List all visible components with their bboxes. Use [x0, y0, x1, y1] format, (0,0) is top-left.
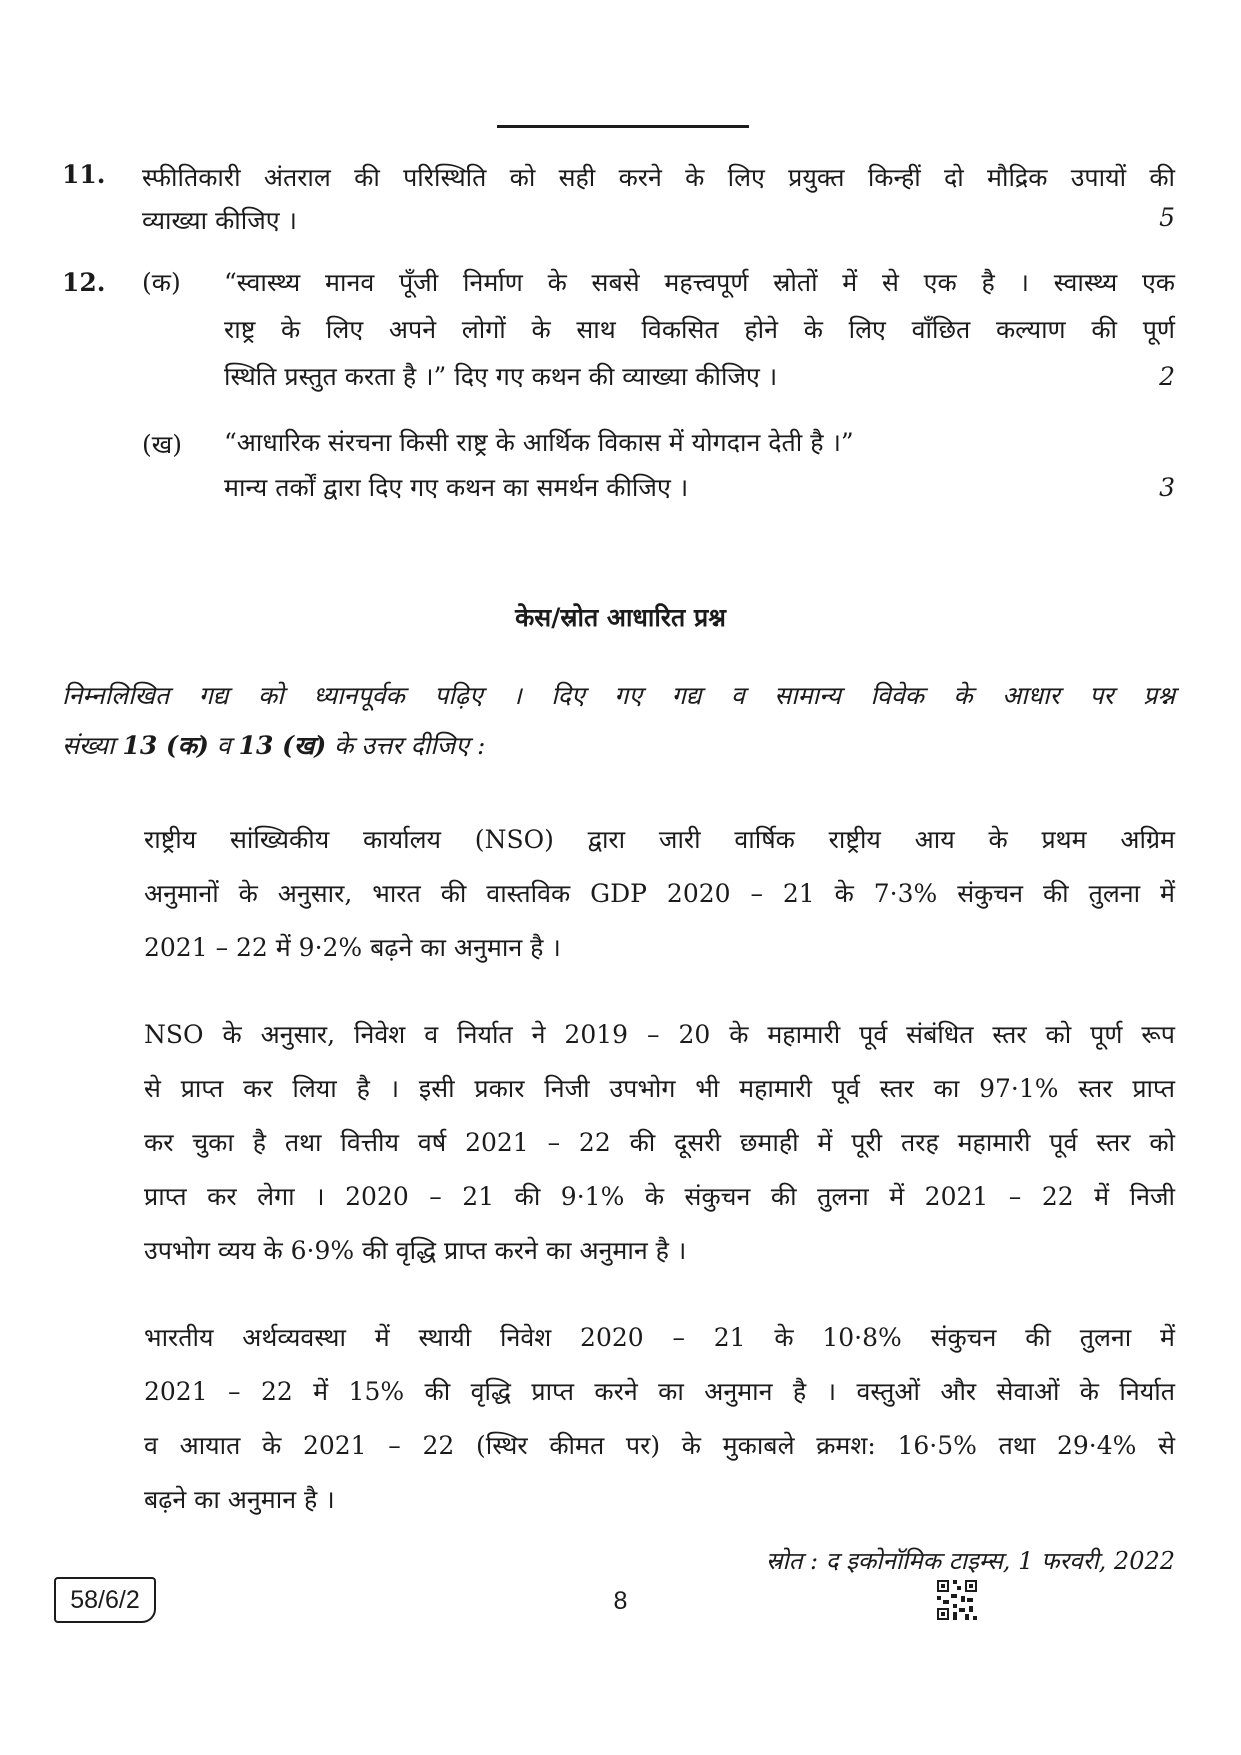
passage-p2-line: प्राप्त कर लेगा । 2020 – 21 की 9·1% के संकुचन की तुलना में 2021 – 22 में निजी [144, 1182, 1175, 1211]
passage-p2-line: से प्राप्त कर लिया है । इसी प्रकार निजी उपभोग भी महामारी पूर्व स्तर का 97·1% स्तर प्राप्त [144, 1074, 1175, 1103]
question-12a-line-2: राष्ट्र के लिए अपने लोगों के साथ विकसित होने के लिए वाँछित कल्याण की पूर्ण [224, 315, 1175, 344]
question-12b-line-2: मान्य तर्कों द्वारा दिए गए कथन का समर्थन कीजिए । [224, 473, 689, 502]
question-12a-marks: 2 [1159, 362, 1175, 391]
passage-p3-line: बढ़ने का अनुमान है । [144, 1485, 335, 1514]
passage-p3-line: व आयात के 2021 – 22 (स्थिर कीमत पर) के मुकाबले क्रमश: 16·5% तथा 29·4% से [144, 1431, 1175, 1460]
question-12-number: 12. [62, 268, 106, 297]
question-11-line-2: व्याख्या कीजिए । [142, 206, 298, 235]
passage-p1-line: 2021 – 22 में 9·2% बढ़ने का अनुमान है । [144, 933, 561, 962]
passage-p3-line: 2021 – 22 में 15% की वृद्धि प्राप्त करने का अनुमान है । वस्तुओं और सेवाओं के निर्यात [144, 1377, 1175, 1406]
passage-p2-line: NSO के अनुसार, निवेश व निर्यात ने 2019 – 20 के महामारी पूर्व संबंधित स्तर को पूर्ण रूप [144, 1020, 1175, 1049]
passage-p1-line: अनुमानों के अनुसार, भारत की वास्तविक GDP 2020 – 21 के 7·3% संकुचन की तुलना में [144, 879, 1175, 908]
question-12b-line-1: “आधारिक संरचना किसी राष्ट्र के आर्थिक विकास में योगदान देती है ।” [224, 428, 854, 457]
question-11-marks: 5 [1159, 203, 1175, 232]
top-rule [497, 125, 749, 128]
page-number: 8 [613, 1587, 628, 1615]
question-12a-line-1: “स्वास्थ्य मानव पूँजी निर्माण के सबसे महत्त्वपूर्ण स्रोतों में से एक है । स्वास्थ्य एक [224, 268, 1175, 297]
question-11-line-1: स्फीतिकारी अंतराल की परिस्थिति को सही करने के लिए प्रयुक्त किन्हीं दो मौद्रिक उपायों की [142, 163, 1175, 192]
instructions-line-1: निम्नलिखित गद्य को ध्यानपूर्वक पढ़िए । दिए गए गद्य व सामान्य विवेक के आधार पर प्रश्न [62, 681, 1175, 710]
question-11-number: 11. [62, 160, 106, 189]
question-12b-label: (ख) [142, 430, 182, 459]
qr-code-icon [937, 1580, 977, 1620]
passage-p2-line: उपभोग व्यय के 6·9% की वृद्धि प्राप्त करने का अनुमान है । [144, 1236, 687, 1265]
section-heading: केस/स्रोत आधारित प्रश्न [515, 603, 726, 632]
paper-code-badge: 58/6/2 [54, 1577, 156, 1623]
question-12b-marks: 3 [1159, 473, 1175, 502]
instructions-line-2: संख्या 13 (क) व 13 (ख) के उत्तर दीजिए : [62, 731, 486, 760]
question-12a-line-3: स्थिति प्रस्तुत करता है ।” दिए गए कथन की व्याख्या कीजिए । [224, 362, 778, 391]
question-12a-label: (क) [142, 268, 181, 297]
passage-p1-line: राष्ट्रीय सांख्यिकीय कार्यालय (NSO) द्वारा जारी वार्षिक राष्ट्रीय आय के प्रथम अग्रिम [144, 825, 1175, 854]
source-citation: स्रोत : द इकोनॉमिक टाइम्स, 1 फरवरी, 2022 [766, 1547, 1175, 1575]
passage-p3-line: भारतीय अर्थव्यवस्था में स्थायी निवेश 2020 – 21 के 10·8% संकुचन की तुलना में [144, 1323, 1175, 1352]
passage-p2-line: कर चुका है तथा वित्तीय वर्ष 2021 – 22 की दूसरी छमाही में पूरी तरह महामारी पूर्व स्तर को [144, 1128, 1175, 1157]
